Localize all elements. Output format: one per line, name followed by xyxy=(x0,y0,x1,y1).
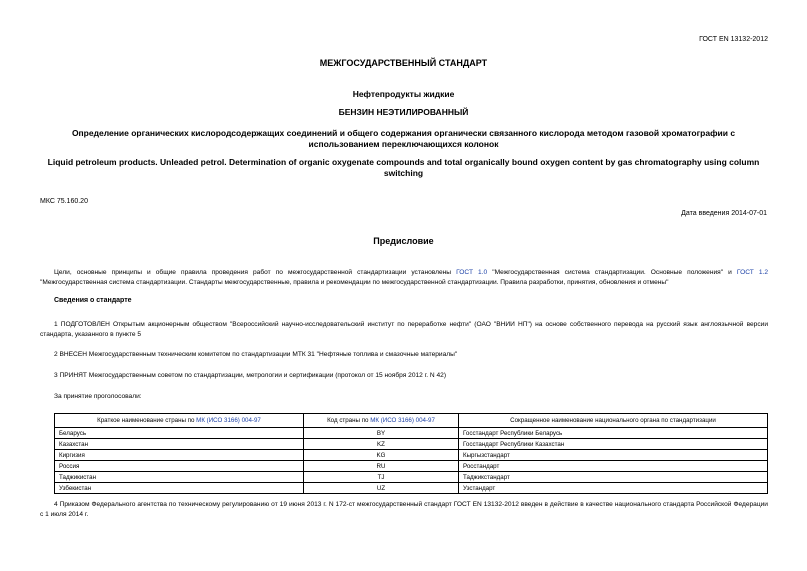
item-introduced-text: 2 ВНЕСЕН Межгосударственным техническим комитетом по стандартизации МТК 31 "Нефтяные топлива и смазочные материалы" xyxy=(54,351,458,358)
country-name: Киргизия xyxy=(55,450,304,461)
gost-1-0-link[interactable]: ГОСТ 1.0 xyxy=(456,269,488,276)
standards-body: Росстандарт xyxy=(459,461,768,472)
gost-1-2-link[interactable]: ГОСТ 1.2 xyxy=(736,269,768,276)
item-adopted xyxy=(40,371,768,381)
document-code: ГОСТ EN 13132-2012 xyxy=(699,36,768,43)
country-code: RU xyxy=(304,461,459,472)
table-row xyxy=(55,439,768,450)
country-name: Узбекистан xyxy=(55,483,304,494)
header-standards-body: Сокращенное наименование национального органа по стандартизации xyxy=(459,414,768,428)
country-code: KZ xyxy=(304,439,459,450)
item-order-text: 4 Приказом Федерального агентства по техническому регулированию от 19 июня 2013 г. N 172-ст межгосударственный стандарт ГОСТ EN 13132-2012 введен в действие в качестве национального стандарта Российской Федерации с 1 июля 2014 г. xyxy=(40,501,768,518)
header-country-code xyxy=(304,414,459,428)
preface-text-b: "Межгосударственная система стандартизации. Основные положения" и xyxy=(487,269,737,276)
preface-text-a: Цели, основные принципы и общие правила проведения работ по межгосударственной стандартизации установлены xyxy=(54,269,457,276)
standards-body: Госстандарт Республики Беларусь xyxy=(459,428,768,439)
header-code-text: Код страны по xyxy=(327,417,371,424)
mk-iso-link[interactable]: МК (ИСО 3166) 004-97 xyxy=(370,417,435,424)
preface-text-c: "Межгосударственная система стандартизации. Стандарты межгосударственные, правила и рекомендации по межгосударственной стандартизации. Правила разработки, принятия, обновления и отмены" xyxy=(40,279,669,286)
country-name: Таджикистан xyxy=(55,472,304,483)
country-code: BY xyxy=(304,428,459,439)
table-row xyxy=(55,461,768,472)
document-title: БЕНЗИН НЕЭТИЛИРОВАННЫЙ xyxy=(338,107,469,117)
country-code: UZ xyxy=(304,483,459,494)
table-row xyxy=(55,472,768,483)
preface-heading: Предисловие xyxy=(373,236,434,246)
table-row xyxy=(55,428,768,439)
voted-label xyxy=(40,392,768,402)
country-name: Россия xyxy=(55,461,304,472)
table-header-row xyxy=(55,414,768,428)
voted-label-text: За принятие проголосовали: xyxy=(54,393,142,400)
country-name: Казахстан xyxy=(55,439,304,450)
standard-info-heading: Сведения о стандарте xyxy=(54,297,132,304)
voting-countries-table xyxy=(54,413,768,494)
table-row xyxy=(55,450,768,461)
header-country-text: Краткое наименование страны по xyxy=(97,417,197,424)
standard-type-heading: МЕЖГОСУДАРСТВЕННЫЙ СТАНДАРТ xyxy=(319,58,488,68)
country-code: KG xyxy=(304,450,459,461)
mks-code: МКС 75.160.20 xyxy=(40,198,88,205)
standards-body: Кыргызстандарт xyxy=(459,450,768,461)
standards-body: Узстандарт xyxy=(459,483,768,494)
table-row xyxy=(55,483,768,494)
item-adopted-text: 3 ПРИНЯТ Межгосударственным советом по стандартизации, метрологии и сертификации (протокол от 15 ноября 2012 г. N 42) xyxy=(54,372,447,379)
item-order xyxy=(40,500,768,520)
mk-iso-link[interactable]: МК (ИСО 3166) 004-97 xyxy=(196,417,261,424)
russian-description: Определение органических кислородсодержащих соединений и общего содержания органически связанного кислорода методом газовой хроматографии с использованием переключающихся колонок xyxy=(71,128,736,149)
document-subtitle: Нефтепродукты жидкие xyxy=(352,89,455,99)
item-prepared-text: 1 ПОДГОТОВЛЕН Открытым акционерным обществом "Всероссийский научно-исследовательский институт по переработке нефти" (ОАО "ВНИИ НП") на основе собственного перевода на русский язык англоязычной версии стандарта, указанного в пункте 5 xyxy=(40,321,768,338)
standards-body: Таджикстандарт xyxy=(459,472,768,483)
item-prepared xyxy=(40,320,768,340)
english-description: Liquid petroleum products. Unleaded petrol. Determination of organic oxygenate compounds and total organically bound oxygen content by gas chromatography using column switching xyxy=(47,157,760,178)
preface-paragraph xyxy=(40,268,768,288)
country-code: TJ xyxy=(304,472,459,483)
standards-body: Госстандарт Республики Казахстан xyxy=(459,439,768,450)
item-introduced xyxy=(40,350,768,360)
introduction-date: Дата введения 2014-07-01 xyxy=(681,210,767,217)
header-country-name xyxy=(55,414,304,428)
country-name: Беларусь xyxy=(55,428,304,439)
